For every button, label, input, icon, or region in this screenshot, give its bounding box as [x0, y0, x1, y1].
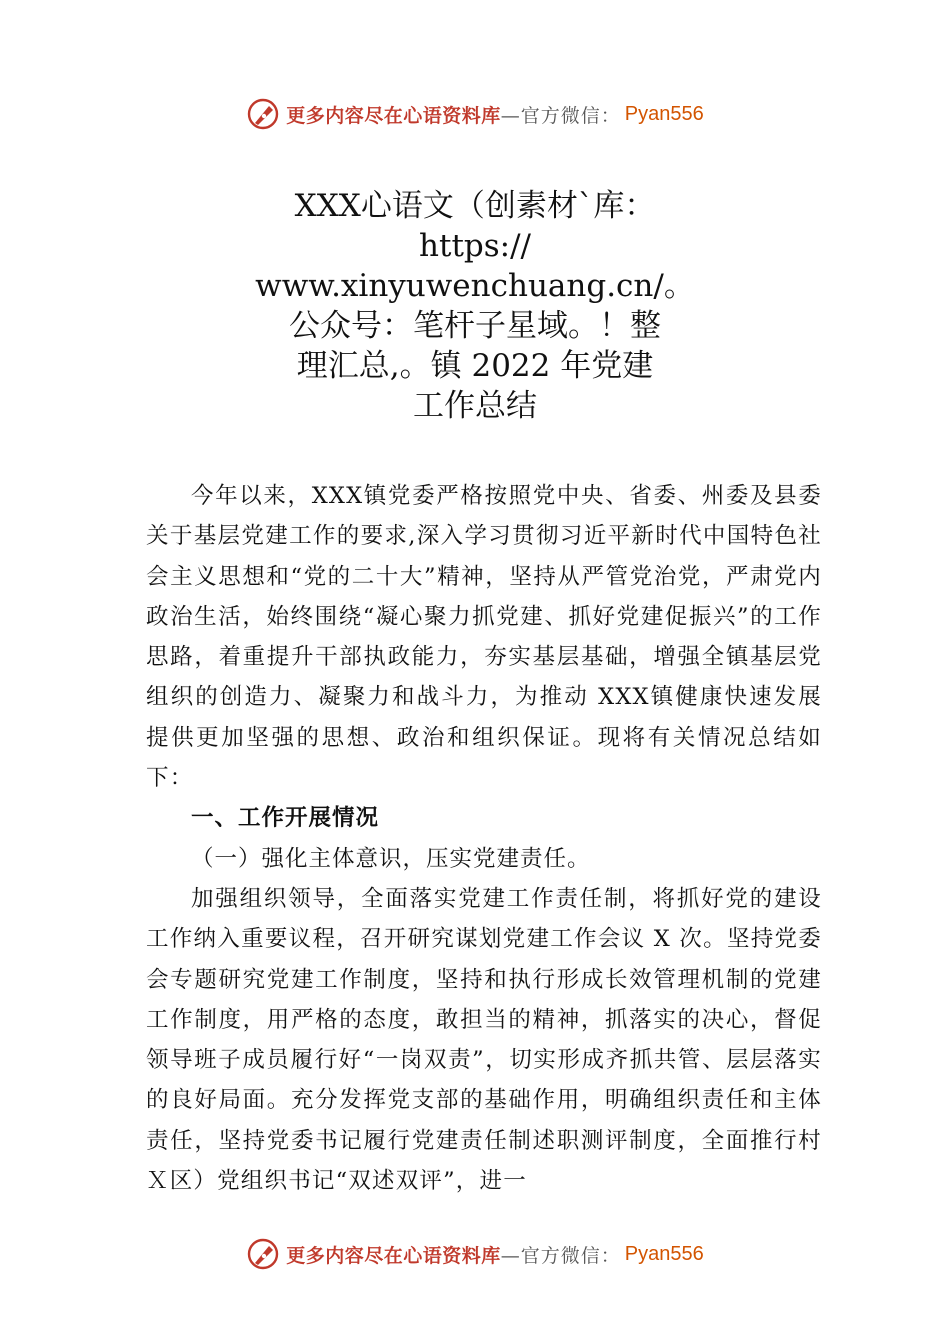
watermark-main-text: 更多内容尽在心语资料库: [286, 104, 501, 127]
document-body: [146, 476, 822, 1201]
watermark-banner-bottom: [0, 1232, 950, 1276]
body-paragraph: 加强组织领导，全面落实党建工作责任制，将抓好党的建设工作纳入重要议程，召开研究谋划党建工作会议 X 次。坚持党委会专题研究党建工作制度，坚持和执行形成长效管理机制的党建工作制度，用严格的态度，敢担当的精神，抓落实的决心，督促领导班子成员履行好“一岗双责”，切实形成齐抓共管、层层落实的良好局面。充分发挥党支部的基础作用，明确组织责任和主体责任，坚持党委书记履行党建责任制述职测评制度，全面推行村Ｘ区）党组织书记“双述双评”，进一: [146, 885, 822, 1195]
title-line: 公众号：笔杆子星域。！整: [289, 308, 661, 344]
watermark-sub-text: —官方微信：: [500, 104, 621, 127]
title-line: 理汇总,。镇 2022 年党建: [296, 348, 654, 384]
watermark-sub-text: —官方微信：: [500, 1244, 621, 1267]
section-heading: 一、工作开展情况: [191, 805, 380, 832]
pen-nib-logo-icon: [246, 97, 280, 131]
watermark-banner-top: [0, 92, 950, 136]
watermark-main-text: 更多内容尽在心语资料库: [286, 1244, 501, 1267]
watermark-wechat-id: Pyan556: [624, 1242, 704, 1265]
pen-nib-logo-icon: [246, 1237, 280, 1271]
intro-paragraph: 今年以来，XXX镇党委严格按照党中央、省委、州委及县委关于基层党建工作的要求,深入学习贯彻习近平新时代中国特色社会主义思想和“党的二十大”精神，坚持从严管党治党，严肃党内政治生活，始终围绕“凝心聚力抓党建、抓好党建促振兴”的工作思路，着重提升干部执政能力，夯实基层基础，增强全镇基层党组织的创造力、凝聚力和战斗力，为推动 XXX镇健康快速发展提供更加坚强的思想、政治和组织保证。现将有关情况总结如下：: [146, 483, 822, 792]
subsection-heading: （一）强化主体意识，压实党建责任。: [191, 845, 591, 872]
title-line: 工作总结: [413, 388, 537, 424]
title-line: www.xinyuwenchuang.cn/。: [255, 268, 695, 304]
title-line: XXX心语文（创素材`库：: [294, 188, 656, 224]
title-line: https://: [419, 228, 531, 264]
document-title: [150, 186, 800, 426]
watermark-wechat-id: Pyan556: [624, 102, 704, 125]
